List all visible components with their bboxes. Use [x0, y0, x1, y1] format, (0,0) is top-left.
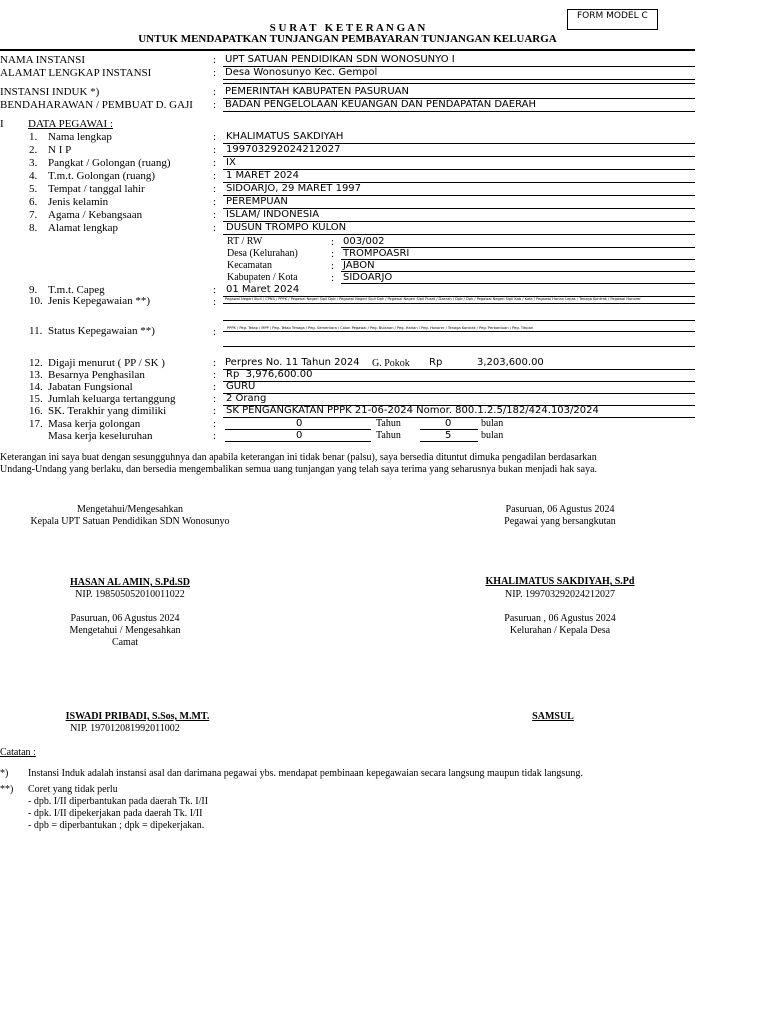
colon: :	[213, 284, 217, 296]
colon: :	[213, 381, 217, 393]
address-label-desa: Desa (Kelurahan)	[227, 248, 298, 259]
field-value-status-kepegawaian: PPPK / Peg. Tetap / MPP / Peg. Tetap Tenaga / Peg. Sementara / Calon Pegawai / Peg. Bulanan / Peg. Harian / Peg. Honorer / Tenaga Kontrak / Peg. Perbantuan / Peg. Titipan	[227, 326, 534, 330]
field-value-nama: KHALIMATUS SAKDIYAH	[226, 131, 344, 142]
colon: :	[213, 357, 217, 369]
bulan-label: bulan	[481, 430, 504, 441]
fill-line	[223, 393, 695, 394]
masa-golongan-tahun-value: 0	[296, 418, 303, 429]
address-value-kabupaten: SIDOARJO	[343, 272, 393, 283]
field-label-keluarga: Jumlah keluarga tertanggung	[48, 393, 176, 405]
section-title: DATA PEGAWAI :	[28, 118, 114, 130]
institution-name-label: NAMA INSTANSI	[0, 54, 85, 66]
colon: :	[213, 430, 217, 442]
institution-address-label: ALAMAT LENGKAP INSTANSI	[0, 67, 152, 79]
fill-line	[223, 331, 695, 332]
colon: :	[331, 248, 335, 260]
treasurer-label: BENDAHARAWAN / PEMBUAT D. GAJI	[0, 99, 193, 111]
gaji-pokok-value: 3,203,600.00	[477, 357, 544, 368]
header-rule	[0, 49, 695, 51]
field-number: 9.	[29, 284, 38, 296]
field-number: 1.	[29, 131, 38, 143]
field-number: 4.	[29, 170, 38, 182]
field-label-jenis-kepegawaian: Jenis Kepegawaian **)	[48, 295, 151, 307]
bulan-label: bulan	[481, 418, 504, 429]
signature-kades-date: Pasuruan , 06 Agustus 2024	[504, 613, 616, 624]
signature-camat-role: Camat	[111, 637, 139, 648]
fill-line	[223, 417, 695, 418]
field-label-jenis-kelamin: Jenis kelamin	[48, 196, 109, 208]
colon: :	[213, 170, 217, 182]
masa-golongan-bulan-value: 0	[445, 418, 452, 429]
field-label-alamat: Alamat lengkap	[48, 222, 118, 234]
colon: :	[331, 236, 335, 248]
address-label-rtrw: RT / RW	[227, 236, 263, 247]
fill-line	[223, 234, 695, 235]
tahun-label: Tahun	[376, 418, 401, 429]
signature-right-role: Pegawai yang bersangkutan	[504, 516, 616, 527]
signature-left-role: Kepala UPT Satuan Pendidikan SDN Wonosunyo	[30, 516, 230, 527]
field-label-agama: Agama / Kebangsaan	[48, 209, 143, 221]
signature-right-nip: NIP. 199703292024212027	[504, 589, 615, 600]
treasurer-value: BADAN PENGELOLAAN KEUANGAN DAN PENDAPATAN DAERAH	[225, 99, 536, 110]
colon: :	[213, 209, 217, 221]
field-label-penghasilan: Besarnya Penghasilan	[48, 369, 145, 381]
fill-line	[341, 283, 695, 284]
gaji-pokok-currency: Rp	[429, 357, 443, 368]
field-value-jenis-kepegawaian: Pegawai Negeri Sipil / CPNS / PPPK / Pegawai Negeri Sipil Dpb / Pegawai Negeri Sipil Dpk / Pegawai Negeri Sipil Pusat / Daerah / Dpb / Dpk / Pegawai Negeri Sipil Kab / Kota / Pegawai Harian Lepas / Tenaga Kontrak / Pegawai Honorer	[225, 297, 641, 301]
field-number: 12.	[29, 357, 43, 369]
signature-left-name: HASAN AL AMIN, S.Pd.SD	[69, 577, 191, 588]
colon: :	[331, 260, 335, 272]
fill-line	[223, 83, 695, 84]
statement-line-1: Keterangan ini saya buat dengan sesungguhnya dan apabila keterangan ini tidak benar (palsu), saya bersedia dituntut dimuka pengadilan berdasarkan	[0, 452, 597, 463]
address-label-kecamatan: Kecamatan	[227, 260, 272, 271]
field-number: 6.	[29, 196, 38, 208]
signature-left-nip: NIP. 198505052010011022	[75, 589, 185, 600]
field-number: 14.	[29, 381, 43, 393]
colon: :	[213, 222, 217, 234]
field-number: 17.	[29, 418, 43, 430]
field-value-sk: SK PENGANGKATAN PPPK 21-06-2024 Nomor. 800.1.2.5/182/424.103/2024	[226, 405, 599, 416]
colon: :	[213, 393, 217, 405]
field-number: 8.	[29, 222, 38, 234]
colon: :	[213, 405, 217, 417]
section-number: I	[0, 118, 4, 130]
field-value-capeg: 01 Maret 2024	[226, 284, 300, 295]
parent-institution-value: PEMERINTAH KABUPATEN PASURUAN	[225, 86, 409, 97]
field-value-penghasilan: Rp 3,976,600.00	[226, 369, 313, 380]
field-value-keluarga: 2 Orang	[226, 393, 267, 404]
field-value-tmt-golongan: 1 MARET 2024	[226, 170, 300, 181]
field-label-masa-kerja-keseluruhan: Masa kerja keseluruhan	[48, 430, 153, 442]
colon: :	[213, 144, 217, 156]
colon: :	[213, 418, 217, 430]
colon: :	[213, 54, 217, 66]
signature-camat-name: ISWADI PRIBADI, S.Sos, M.MT.	[65, 711, 210, 722]
field-label-status-kepegawaian: Status Kepegawaian **)	[48, 325, 155, 337]
field-label-nama: Nama lengkap	[48, 131, 112, 143]
field-number: 5.	[29, 183, 38, 195]
colon: :	[213, 99, 217, 111]
institution-address-value: Desa Wonosunyo Kec. Gempol	[225, 67, 378, 78]
fill-line	[223, 303, 695, 304]
field-value-pangkat: IX	[226, 157, 236, 168]
field-label-tmt-golongan: T.m.t. Golongan (ruang)	[48, 170, 156, 182]
fill-line	[223, 320, 695, 321]
colon: :	[213, 296, 217, 308]
field-label-pangkat: Pangkat / Golongan (ruang)	[48, 157, 171, 169]
note-2-line: Coret yang tidak perlu	[28, 784, 118, 795]
note-2-line: - dpb = diperbantukan ; dpk = dipekerjakan.	[28, 820, 205, 831]
note-1-text: Instansi Induk adalah instansi asal dan darimana pegawai ybs. mendapat pembinaan kepegawaian secara langsung maupun tidak langsung.	[28, 768, 583, 779]
field-number: 10.	[29, 295, 43, 307]
colon: :	[213, 183, 217, 195]
field-number: 16.	[29, 405, 43, 417]
colon: :	[331, 272, 335, 284]
field-number: 11.	[29, 325, 43, 337]
signature-camat-date: Pasuruan, 06 Agustus 2024	[70, 613, 180, 624]
field-label-digaji: Digaji menurut ( PP / SK )	[48, 357, 165, 369]
colon: :	[213, 369, 217, 381]
address-value-desa: TROMPOASRI	[343, 248, 410, 259]
form-model-label: FORM MODEL C	[577, 11, 648, 21]
field-label-capeg: T.m.t. Capeg	[48, 284, 105, 296]
fill-line	[341, 259, 695, 260]
signature-left-heading: Mengetahui/Mengesahkan	[76, 504, 184, 515]
field-label-jabatan: Jabatan Fungsional	[48, 381, 133, 393]
colon: :	[213, 157, 217, 169]
fill-line	[420, 441, 478, 442]
field-value-alamat: DUSUN TROMPO KULON	[226, 222, 347, 233]
note-1-mark: *)	[0, 768, 9, 779]
fill-line	[223, 79, 695, 80]
field-label-nip: N I P	[48, 144, 72, 156]
masa-keseluruhan-bulan-value: 5	[445, 430, 452, 441]
institution-name-value: UPT SATUAN PENDIDIKAN SDN WONOSUNYO I	[225, 54, 455, 65]
fill-line	[223, 346, 695, 347]
signature-right-name: KHALIMATUS SAKDIYAH, S.Pd	[485, 576, 635, 587]
field-number: 7.	[29, 209, 38, 221]
fill-line	[223, 381, 695, 382]
field-label-masa-kerja-golongan: Masa kerja golongan	[48, 418, 141, 430]
notes-title: Catatan :	[0, 747, 36, 758]
fill-line	[223, 156, 695, 157]
signature-kades-name: SAMSUL	[532, 711, 574, 722]
signature-right-date: Pasuruan, 06 Agustus 2024	[505, 504, 615, 515]
colon: :	[213, 196, 217, 208]
colon: :	[213, 326, 217, 338]
field-value-agama: ISLAM/ INDONESIA	[226, 209, 320, 220]
colon: :	[213, 67, 217, 79]
masa-keseluruhan-tahun-value: 0	[296, 430, 303, 441]
field-label-tempat-lahir: Tempat / tanggal lahir	[48, 183, 145, 195]
address-value-rtrw: 003/002	[343, 236, 385, 247]
field-number: 15.	[29, 393, 43, 405]
fill-line	[223, 111, 695, 112]
fill-line	[225, 441, 371, 442]
field-label-sk: SK. Terakhir yang dimiliki	[48, 405, 167, 417]
fill-line	[223, 195, 695, 196]
tahun-label: Tahun	[376, 430, 401, 441]
fill-line	[341, 271, 695, 272]
field-value-jenis-kelamin: PEREMPUAN	[226, 196, 288, 207]
page-subtitle: UNTUK MENDAPATKAN TUNJANGAN PEMBAYARAN TUNJANGAN KELUARGA	[138, 33, 557, 45]
field-value-digaji: Perpres No. 11 Tahun 2024	[225, 357, 360, 368]
field-number: 13.	[29, 369, 43, 381]
field-number: 2.	[29, 144, 38, 156]
colon: :	[213, 86, 217, 98]
signature-camat-heading: Mengetahui / Mengesahkan	[69, 625, 181, 636]
field-value-jabatan: GURU	[226, 381, 256, 392]
statement-line-2: Undang-Undang yang berlaku, dan bersedia mengembalikan semua uang tunjangan yang telah saya terima yang seharusnya bukan menjadi hak saya.	[0, 464, 598, 475]
field-value-tempat-lahir: SIDOARJO, 29 MARET 1997	[226, 183, 362, 194]
signature-kades-role: Kelurahan / Kepala Desa	[509, 625, 611, 636]
gaji-pokok-label: G. Pokok	[372, 358, 410, 369]
field-number: 3.	[29, 157, 38, 169]
parent-institution-label: INSTANSI INDUK *)	[0, 86, 100, 98]
field-value-nip: 199703292024212027	[226, 144, 341, 155]
note-2-line: - dpk. I/II dipekerjakan pada daerah Tk. I/II	[28, 808, 203, 819]
note-2-line: - dpb. I/II diperbantukan pada daerah Tk. I/II	[28, 796, 209, 807]
address-value-kecamatan: JABON	[343, 260, 375, 271]
note-2-mark: **)	[0, 784, 14, 795]
signature-camat-nip: NIP. 197012081992011002	[70, 723, 180, 734]
address-label-kabupaten: Kabupaten / Kota	[227, 272, 298, 283]
colon: :	[213, 131, 217, 143]
page-title: S U R A T K E T E R A N G A N	[269, 22, 426, 34]
